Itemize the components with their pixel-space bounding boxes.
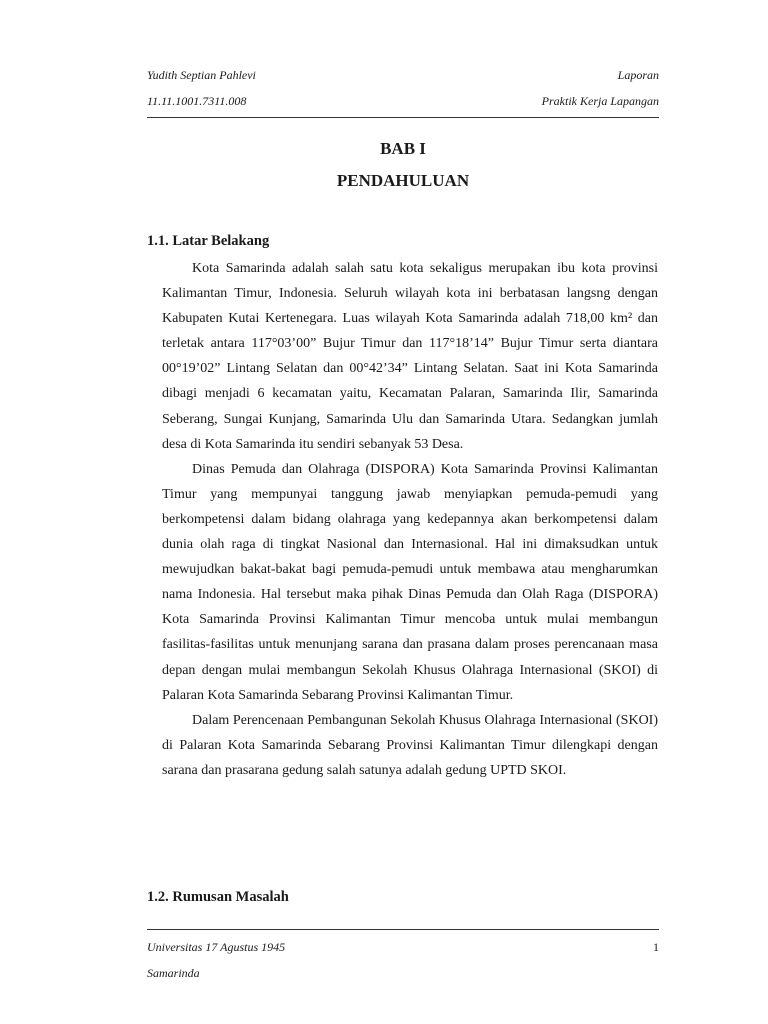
paragraph: Kota Samarinda adalah salah satu kota sekaligus merupakan ibu kota provinsi Kalimantan Timur, Indonesia. Seluruh wilayah kota ini berbatasan langsng dengan Kabupaten Kutai Kertenegara. Luas wilayah Kota Samarinda adalah 718,00 km² dan terletak antara 117°03’00” Bujur Timur dan 117°18’14” Bujur Timur serta diantara 00°19’02” Lintang Selatan dan 00°42’34” Lintang Selatan. Saat ini Kota Samarinda dibagi menjadi 6 kecamatan yaitu, Kecamatan Palaran, Samarinda Ilir, Samarinda Seberang, Sungai Kunjang, Samarinda Ulu dan Samarinda Utara. Sedangkan jumlah desa di Kota Samarinda itu sendiri sebanyak 53 Desa.: [162, 261, 658, 452]
footer-row-2: [147, 966, 659, 981]
header-author: Yudith Septian Pahlevi: [147, 68, 256, 82]
footer-university: Universitas 17 Agustus 1945: [147, 940, 286, 954]
header-student-id: 11.11.1001.7311.008: [147, 94, 247, 108]
footer-city: Samarinda: [147, 966, 200, 980]
chapter-number: BAB I: [380, 139, 426, 158]
section-heading-rumusan-masalah: 1.2. Rumusan Masalah: [147, 889, 289, 905]
section-heading-latar-belakang: 1.1. Latar Belakang: [147, 233, 270, 249]
body-text: [162, 256, 658, 783]
paragraph: Dalam Perencenaan Pembangunan Sekolah Khusus Olahraga Internasional (SKOI) di Palaran Kota Samarinda Sebarang Provinsi Kalimantan Timur dilengkapi dengan sarana dan prasarana gedung salah satunya adalah gedung UPTD SKOI.: [162, 712, 658, 778]
chapter-title: PENDAHULUAN: [336, 171, 470, 190]
header-row-2: [147, 94, 659, 109]
paragraph: Dinas Pemuda dan Olahraga (DISPORA) Kota Samarinda Provinsi Kalimantan Timur yang mempunyai tanggung jawab menyiapkan pemuda-pemudi yang berkompetensi dalam bidang olahraga yang kedepannya akan berkompetensi dalam dunia olah raga di tingkat Nasional dan Internasional. Hal ini dimaksudkan untuk mewujudkan bakat-bakat bagi pemuda-pemudi untuk membawa atau mengharumkan nama Indonesia. Hal tersebut maka pihak Dinas Pemuda dan Olah Raga (DISPORA) Kota Samarinda Provinsi Kalimantan Timur mencoba untuk mulai membangun fasilitas-fasilitas untuk menunjang sarana dan prasana dalam proses perencanaan masa depan dengan mulai membangun Sekolah Khusus Olahraga Internasional (SKOI) di Palaran Kota Samarinda Sebarang Provinsi Kalimantan Timur.: [162, 461, 658, 703]
page-number: 1: [653, 940, 659, 954]
footer-divider: [147, 929, 659, 930]
header-divider: [147, 117, 659, 118]
header-report-name: Praktik Kerja Lapangan: [541, 94, 659, 108]
header-doc-type: Laporan: [617, 68, 659, 82]
header-row-1: [147, 68, 659, 83]
footer-row-1: [147, 940, 659, 955]
